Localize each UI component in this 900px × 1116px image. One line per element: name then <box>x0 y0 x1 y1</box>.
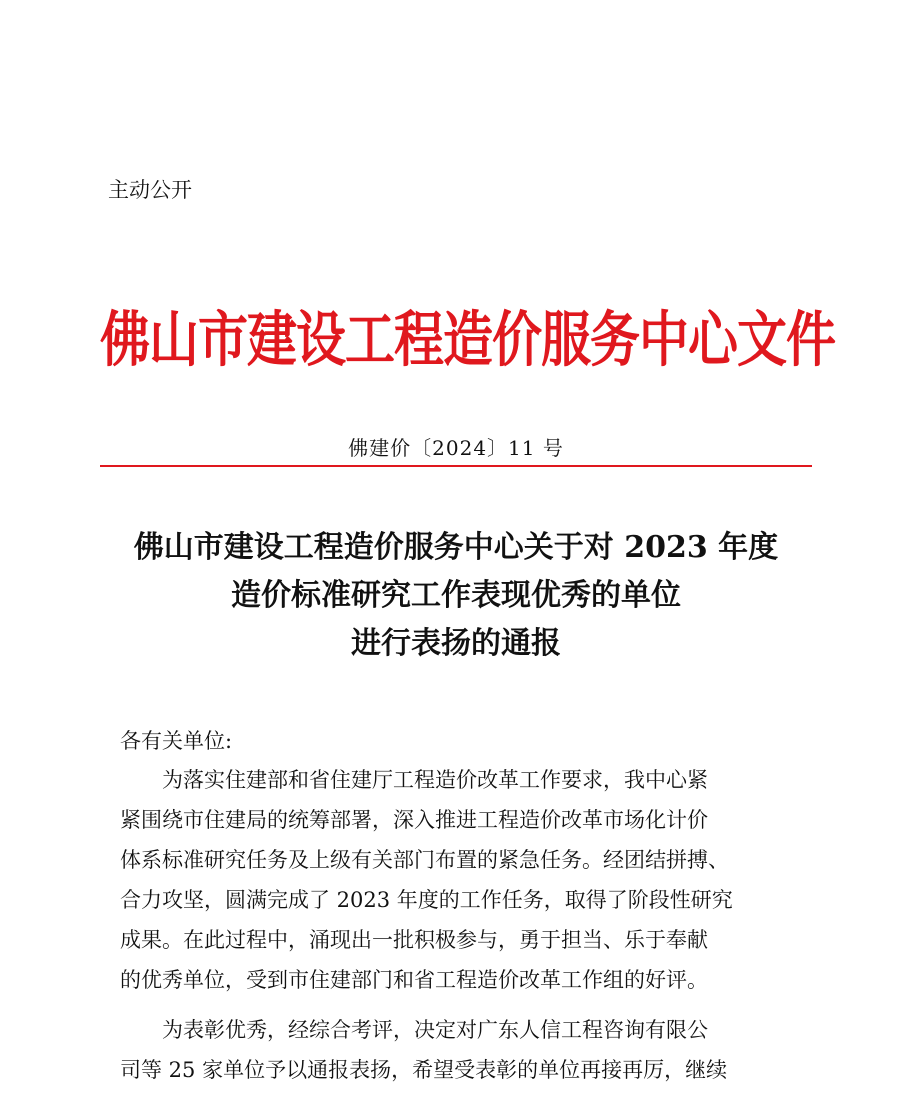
title-line-1: 佛山市建设工程造价服务中心关于对 2023 年度 <box>133 530 779 565</box>
title-line-2: 造价标准研究工作表现优秀的单位 <box>231 578 681 613</box>
paragraph-1-line-3: 体系标准研究任务及上级有关部门布置的紧急任务。经团结拼搏、 <box>120 848 729 872</box>
paragraph-1-line-6: 的优秀单位，受到市住建部门和省工程造价改革工作组的好评。 <box>120 968 708 992</box>
paragraph-1-line-1: 为落实住建部和省住建厅工程造价改革工作要求，我中心紧 <box>162 768 708 792</box>
title-line-3: 进行表扬的通报 <box>351 626 561 661</box>
paragraph-gap <box>120 1000 800 1010</box>
salutation: 各有关单位: <box>120 729 233 753</box>
paragraph-1-line-2: 紧围绕市住建局的统筹部署，深入推进工程造价改革市场化计价 <box>120 808 708 832</box>
disclosure-label: 主动公开 <box>108 178 192 202</box>
paragraph-1-line-4: 合力攻坚，圆满完成了 2023 年度的工作任务，取得了阶段性研究 <box>120 888 733 912</box>
document-body <box>120 760 800 1090</box>
document-title <box>100 524 812 668</box>
red-divider-line <box>100 465 812 467</box>
document-number: 佛建价〔2024〕11 号 <box>348 436 564 460</box>
paragraph-1-line-5: 成果。在此过程中，涌现出一批积极参与，勇于担当、乐于奉献 <box>120 928 708 952</box>
paragraph-2-line-1: 为表彰优秀，经综合考评，决定对广东人信工程咨询有限公 <box>162 1018 708 1042</box>
masthead-title: 佛山市建设工程造价服务中心文件 <box>100 304 835 375</box>
paragraph-2-line-2: 司等 25 家单位予以通报表扬，希望受表彰的单位再接再厉，继续 <box>120 1058 728 1082</box>
